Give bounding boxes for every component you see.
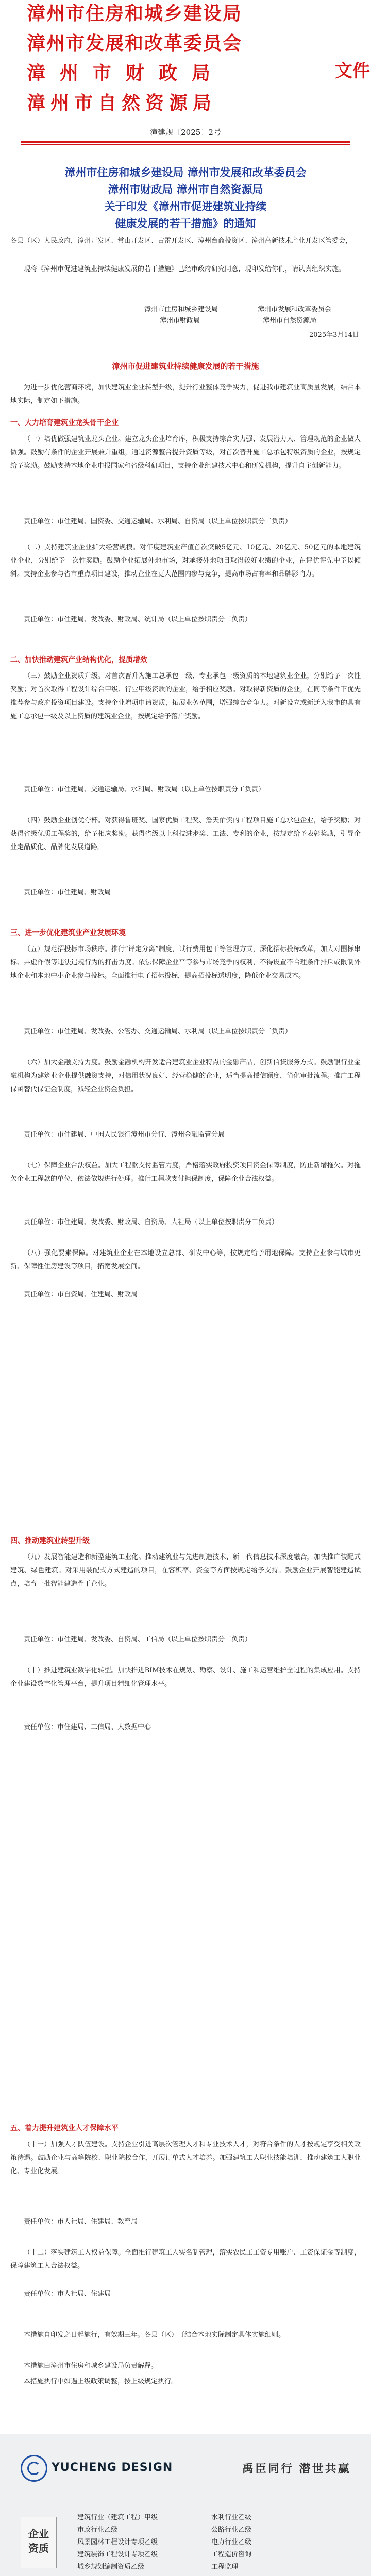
- s1-paragraph-2: （二）支持建筑业企业扩大经营规模。对年度建筑业产值首次突破5亿元、10亿元、20亿元、50亿元的本地建筑业企业，分别给予一次性奖励。鼓励企业拓展外地市场，对承接外地项目取得较好业绩的企业，在评优评先中予以倾斜。支持企业参与省市重点项目建设，推动企业在更大范围内参与竞争，提高市场占有率和品牌影响力。: [10, 544, 361, 578]
- s3-paragraph-1: （五）规范招投标市场秩序。推行“评定分离”制度，试行费用包干等管理方式，深化招标投标改革，加大对围标串标、弄虚作假等违法违规行为的打击力度。依法保障企业平等参与市场竞争的权利，不得设置不合理条件排斥或限制外地企业和本地中小企业参与投标。全面推行电子招标投标，提高招投标透明度，降低企业交易成本。: [10, 945, 361, 980]
- issuers-line-2: 漳州市财政局 漳州市自然资源局: [108, 183, 263, 196]
- s2-paragraph-1: （三）鼓励企业资质升级。对首次晋升为施工总承包一级、专业承包一级资质的本地建筑业企业，分别给予一次性奖励；对首次取得工程设计综合甲级、行业甲级资质的企业，给予相应奖励。对取得新资质的企业，在同等条件下优先推荐参与政府投资项目建设。支持企业增项申请资质，拓展业务范围，增强综合竞争力。对新设立或新迁入我市的具有施工总承包一级及以上资质的建筑业企业，按规定给予落户奖励。: [10, 672, 361, 720]
- s3-paragraph-4: （八）强化要素保障。对建筑业企业在本地设立总部、研发中心等，按规定给予用地保障。支持企业参与城市更新、保障性住房建设等项目，拓宽发展空间。: [10, 1249, 361, 1270]
- section-1-title: 一、大力培育建筑业龙头骨干企业: [10, 419, 119, 427]
- closing-3: 本措施执行中如遇上级政策调整，按上级规定执行。: [24, 2378, 178, 2385]
- qual-item: 电力行业乙级: [211, 2538, 252, 2546]
- signature-left-2: 漳州市财政局: [160, 317, 200, 325]
- qual-item: 工程造价咨询: [211, 2551, 252, 2558]
- s3-p3-responsible: 责任单位：市住建局、发改委、财政局、自资局、人社局（以上单位按职责分工负责）: [24, 1218, 279, 1226]
- qual-item: 风景园林工程设计专项乙级: [77, 2538, 158, 2546]
- s1-p1-responsible: 责任单位：市住建局、国资委、交通运输局、水利局、自资局（以上单位按职责分工负责）: [24, 518, 292, 526]
- badge-line-1: 企业: [28, 2528, 49, 2540]
- badge-line-2: 资质: [28, 2542, 49, 2554]
- title-block: [0, 164, 371, 232]
- org-line-4: 漳州市自然资源局: [27, 92, 217, 114]
- section-2-title: 二、加快推动建筑产业结构优化，提质增效: [10, 656, 147, 664]
- s4-paragraph-1: （九）发展智能建造和新型建筑工业化。推动建筑业与先进制造技术、新一代信息技术深度融合，加快推广装配式建筑、绿色建筑。对采用装配式方式建造的项目，在容积率、资金等方面按规定给予支持。鼓励企业开展智能建造试点，培育一批智能建造骨干企业。: [10, 1553, 361, 1588]
- org-line-3: 漳州市财政局: [27, 62, 225, 84]
- company-slogan: 禹臣同行 潜世共赢: [242, 2463, 351, 2476]
- letterhead: [0, 0, 371, 124]
- measures-title: 漳州市促进建筑业持续健康发展的若干措施: [112, 362, 259, 371]
- org-line-2: 漳州市发展和改革委员会: [27, 32, 243, 54]
- s5-paragraph-1: （十一）加强人才队伍建设。支持企业引进高层次管理人才和专业技术人才，对符合条件的人才按规定享受相关政策待遇。鼓励企业与高等院校、职业院校合作，开展订单式人才培养。加强建筑工人职业技能培训，推动建筑工人职业化、专业化发展。: [10, 2141, 361, 2175]
- signature-right: 漳州市发展和改革委员会: [258, 306, 332, 313]
- section-3-title: 三、进一步优化建筑业产业发展环境: [10, 929, 126, 937]
- qual-item: 城乡规划编制资质乙级: [77, 2563, 145, 2571]
- closing-1: 本措施自印发之日起施行，有效期三年。各县（区）可结合本地实际制定具体实施细则。: [24, 2331, 285, 2339]
- qualification-badge: [21, 2517, 57, 2568]
- red-rule-thin: [21, 144, 350, 145]
- s3-p1-responsible: 责任单位：市住建局、发改委、公管办、交通运输局、水利局（以上单位按职责分工负责）: [24, 1028, 292, 1036]
- company-footer: [0, 2434, 371, 2576]
- signature-right-2: 漳州市自然资源局: [263, 317, 317, 325]
- s5-p2-responsible: 责任单位：市人社局、住建局: [24, 2290, 111, 2298]
- qual-item: 建筑装饰工程设计专项乙级: [77, 2551, 158, 2558]
- s4-p2-responsible: 责任单位：市住建局、工信局、大数据中心: [24, 1723, 151, 1731]
- s5-p1-responsible: 责任单位：市人社局、住建局、教育局: [24, 2218, 138, 2226]
- addressee: 各县（区）人民政府，漳州开发区、常山开发区、古雷开发区、漳州台商投资区、漳州高新技术产业开发区管委会，: [10, 237, 352, 245]
- section-5-title: 五、着力提升建筑业人才保障水平: [10, 2124, 119, 2132]
- issuers-line-1: 漳州市住房和城乡建设局 漳州市发展和改革委员会: [64, 166, 307, 179]
- s3-p2-responsible: 责任单位：市住建局、中国人民银行漳州市分行、漳州金融监管分局: [24, 1131, 225, 1139]
- signature-date: 2025年3月14日: [309, 331, 359, 339]
- s5-paragraph-2: （十二）落实建筑工人权益保障。全面推行建筑工人实名制管理，落实农民工工资专用账户、工资保证金等制度，保障建筑工人合法权益。: [10, 2249, 361, 2270]
- closing-2: 本措施由漳州市住房和城乡建设局负责解释。: [24, 2362, 158, 2370]
- s3-paragraph-3: （七）保障企业合法权益。加大工程款支付监管力度，严格落实政府投资项目资金保障制度，防止新增拖欠。对拖欠企业工程款的单位，依法依规进行处理。推行工程款支付担保制度，保障企业合法权益。: [10, 1162, 361, 1183]
- qual-item: 建筑行业（建筑工程）甲级: [77, 2514, 158, 2521]
- title-line-2: 健康发展的若干措施》的通知: [115, 217, 256, 230]
- qual-item: 水利行业乙级: [211, 2514, 252, 2521]
- qualifications-col-2: [211, 2512, 251, 2573]
- s1-paragraph-1: （一）培优做强建筑业龙头企业。建立龙头企业培育库，积极支持综合实力强、发展潜力大、管理规范的企业做大做强。鼓励有条件的企业开展兼并重组，通过资源整合提升资质等级，对首次晋升施工总承包特级资质的企业，按规定给予奖励。鼓励支持本地企业申报国家和省级科研项目，支持企业组建技术中心和研发机构，提升自主创新能力。: [10, 435, 361, 470]
- doc-number: 漳建规〔2025〕2号: [150, 128, 221, 137]
- s2-paragraph-2: （四）鼓励企业创优夺杯。对获得鲁班奖、国家优质工程奖、詹天佑奖的工程项目施工总承包企业，给予奖励；对获得省级优质工程奖的，给予相应奖励。获得省级以上科技进步奖、工法、专利的企业，按规定给予表彰奖励，引导企业走品质化、品牌化发展道路。: [10, 817, 361, 851]
- company-brand: YUCHENG DESIGN: [52, 2461, 173, 2474]
- measures-preamble: 为进一步优化营商环境，加快建筑业企业转型升级，提升行业整体竞争实力，促进我市建筑业高质量发展，结合本地实际，制定如下措施。: [10, 384, 361, 405]
- company-logo-icon: [21, 2455, 47, 2482]
- document-stamp: 文件: [335, 61, 370, 81]
- s2-p1-responsible: 责任单位：市住建局、交通运输局、水利局、财政局（以上单位按职责分工负责）: [24, 786, 265, 793]
- qual-item: 市政行业乙级: [77, 2526, 118, 2534]
- s3-p4-responsible: 责任单位：市自资局、住建局、财政局: [24, 1291, 138, 1298]
- s3-paragraph-2: （六）加大金融支持力度。鼓励金融机构开发适合建筑业企业特点的金融产品，创新信贷服务方式。鼓励银行业金融机构为建筑业企业提供融资支持，对信用状况良好、经营稳健的企业，适当提高授信额度，简化审批流程。推广工程保函替代保证金制度，减轻企业资金负担。: [10, 1059, 361, 1093]
- qual-item: 公路行业乙级: [211, 2526, 252, 2534]
- qualifications-col-1: [77, 2512, 158, 2573]
- s2-p2-responsible: 责任单位：市住建局、财政局: [24, 889, 111, 896]
- signature-left: 漳州市住房和城乡建设局: [144, 306, 218, 313]
- qual-item: 工程监理: [211, 2563, 239, 2571]
- section-4-title: 四、推动建筑业转型升级: [10, 1537, 90, 1545]
- s4-paragraph-2: （十）推进建筑业数字化转型。加快推进BIM技术在规划、勘察、设计、施工和运营维护全过程的集成应用。支持企业建设数字化管理平台，提升项目精细化管理水平。: [10, 1667, 361, 1688]
- s4-p1-responsible: 责任单位：市住建局、发改委、自资局、工信局（以上单位按职责分工负责）: [24, 1636, 252, 1643]
- red-rule: [21, 141, 350, 143]
- title-line-1: 关于印发《漳州市促进建筑业持续: [104, 200, 267, 213]
- org-line-1: 漳州市住房和城乡建设局: [27, 3, 243, 24]
- intro-body: 现将《漳州市促进建筑业持续健康发展的若干措施》已经市政府研究同意，现印发给你们，请认真组织实施。: [24, 265, 346, 273]
- s1-p2-responsible: 责任单位：市住建局、发改委、财政局、统计局（以上单位按职责分工负责）: [24, 616, 252, 623]
